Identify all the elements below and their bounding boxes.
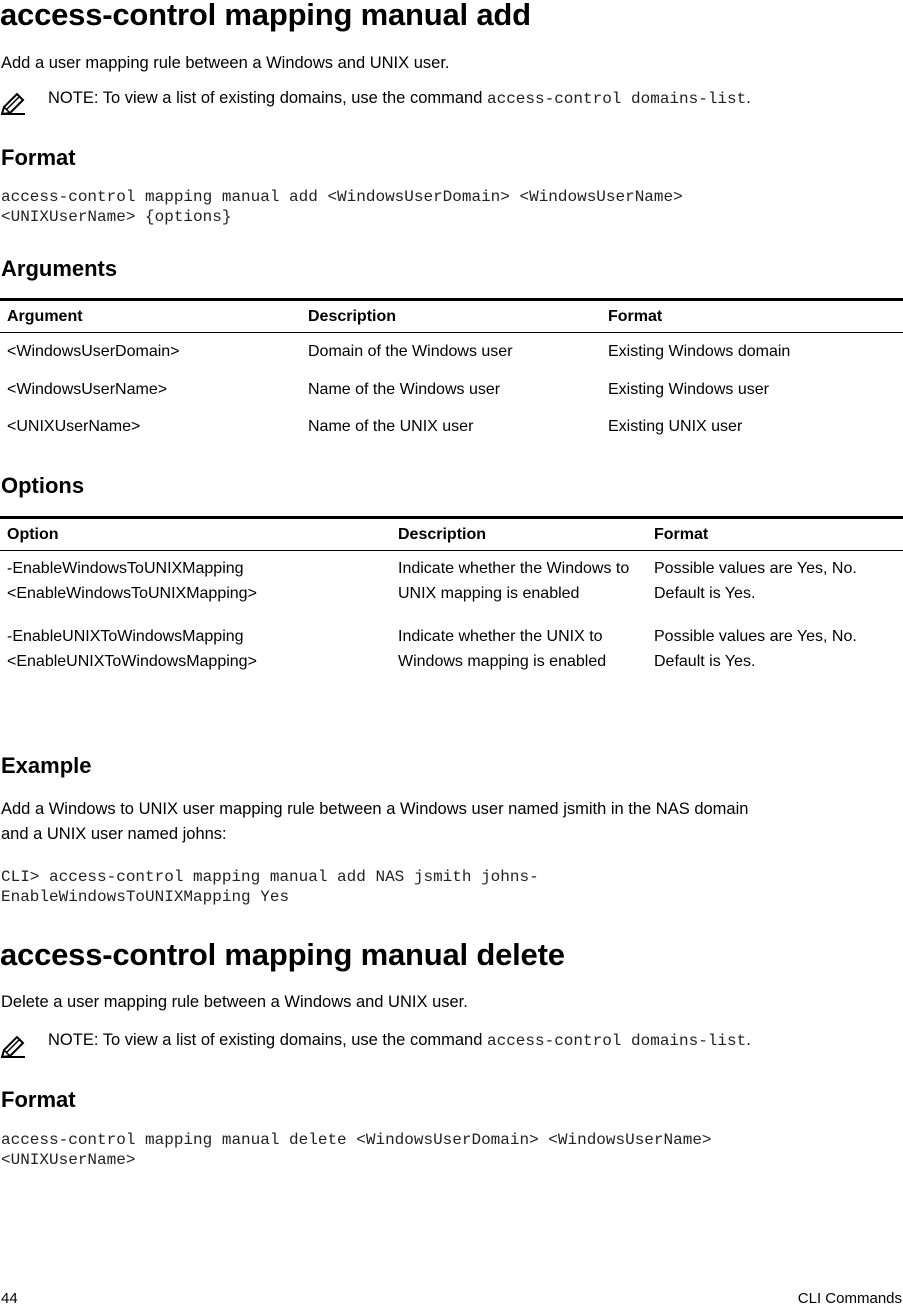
add-format-line-2: <UNIXUserName> {options} (1, 208, 232, 226)
note-command: access-control domains-list (486, 90, 747, 108)
description-cell: Name of the Windows user (308, 380, 501, 398)
delete-note (48, 1031, 751, 1050)
format-cell: Existing UNIX user (608, 418, 743, 436)
option-name: -EnableWindowsToUNIXMapping (7, 560, 244, 577)
add-description: Add a user mapping rule between a Windows and UNIX user. (1, 54, 450, 72)
argument-cell: <WindowsUserDomain> (7, 343, 180, 361)
options-heading: Options (1, 473, 85, 498)
example-heading: Example (1, 753, 92, 778)
format-cell: Possible values are Yes, No. Default is Yes. (654, 628, 857, 670)
format-cell: Possible values are Yes, No. Default is Yes. (654, 560, 857, 602)
table-row (0, 333, 903, 371)
delete-format-heading: Format (1, 1087, 76, 1112)
delete-description: Delete a user mapping rule between a Windows and UNIX user. (1, 993, 468, 1011)
note-end: . (746, 89, 751, 107)
options-header-option: Option (0, 518, 391, 551)
description-cell: Indicate whether the UNIX to Windows mapping is enabled (398, 628, 607, 670)
note-label: NOTE: (48, 89, 99, 107)
example-code-line-2: EnableWindowsToUNIXMapping Yes (1, 888, 290, 906)
delete-format-line-2: <UNIXUserName> (1, 1151, 136, 1169)
arguments-heading: Arguments (1, 256, 118, 281)
table-row (0, 551, 903, 620)
option-value: <EnableUNIXToWindowsMapping> (7, 653, 257, 670)
add-format-syntax (1, 187, 683, 227)
example-code (1, 867, 539, 907)
example-description-line-2: and a UNIX user named johns: (1, 825, 227, 843)
table-row (0, 619, 903, 687)
note-command: access-control domains-list (486, 1032, 747, 1050)
section-title-delete: access-control mapping manual delete (0, 937, 565, 972)
options-header-description: Description (391, 518, 647, 551)
add-format-line-1: access-control mapping manual add <WindowsUserDomain> <WindowsUserName> (1, 188, 683, 206)
page-number: 44 (1, 1290, 18, 1307)
options-table-header (0, 518, 903, 551)
delete-format-syntax (1, 1130, 712, 1170)
options-header-format: Format (647, 518, 903, 551)
example-description-line-1: Add a Windows to UNIX user mapping rule between a Windows user named jsmith in the NAS domain (1, 800, 749, 818)
example-description (1, 797, 748, 847)
options-table (0, 516, 903, 687)
example-code-line-1: CLI> access-control mapping manual add NAS jsmith johns- (1, 868, 539, 886)
add-note (48, 89, 751, 108)
arguments-table-header (0, 300, 903, 333)
note-pencil-icon (1, 93, 27, 115)
format-cell: Existing Windows user (608, 380, 769, 398)
argument-cell: <UNIXUserName> (7, 418, 141, 436)
arguments-table (0, 298, 903, 446)
note-text: To view a list of existing domains, use the command (98, 89, 487, 107)
description-cell: Name of the UNIX user (308, 418, 474, 436)
section-title-add: access-control mapping manual add (0, 0, 531, 32)
note-label: NOTE: (48, 1031, 99, 1049)
footer-section-name: CLI Commands (797, 1290, 902, 1307)
add-format-heading: Format (1, 145, 76, 170)
format-cell: Existing Windows domain (608, 343, 791, 361)
delete-format-line-1: access-control mapping manual delete <WindowsUserDomain> <WindowsUserName> (1, 1131, 712, 1149)
option-value: <EnableWindowsToUNIXMapping> (7, 585, 257, 602)
table-row (0, 408, 903, 446)
option-cell (0, 619, 391, 687)
description-cell: Domain of the Windows user (308, 343, 513, 361)
arguments-header-format: Format (601, 300, 903, 333)
note-pencil-icon (1, 1036, 27, 1058)
arguments-header-argument: Argument (0, 300, 301, 333)
arguments-header-description: Description (301, 300, 601, 333)
option-name: -EnableUNIXToWindowsMapping (7, 628, 244, 645)
description-cell: Indicate whether the Windows to UNIX mapping is enabled (398, 560, 630, 602)
option-cell (0, 551, 391, 620)
argument-cell: <WindowsUserName> (7, 380, 168, 398)
note-end: . (746, 1031, 751, 1049)
note-text: To view a list of existing domains, use the command (98, 1031, 487, 1049)
table-row (0, 371, 903, 409)
